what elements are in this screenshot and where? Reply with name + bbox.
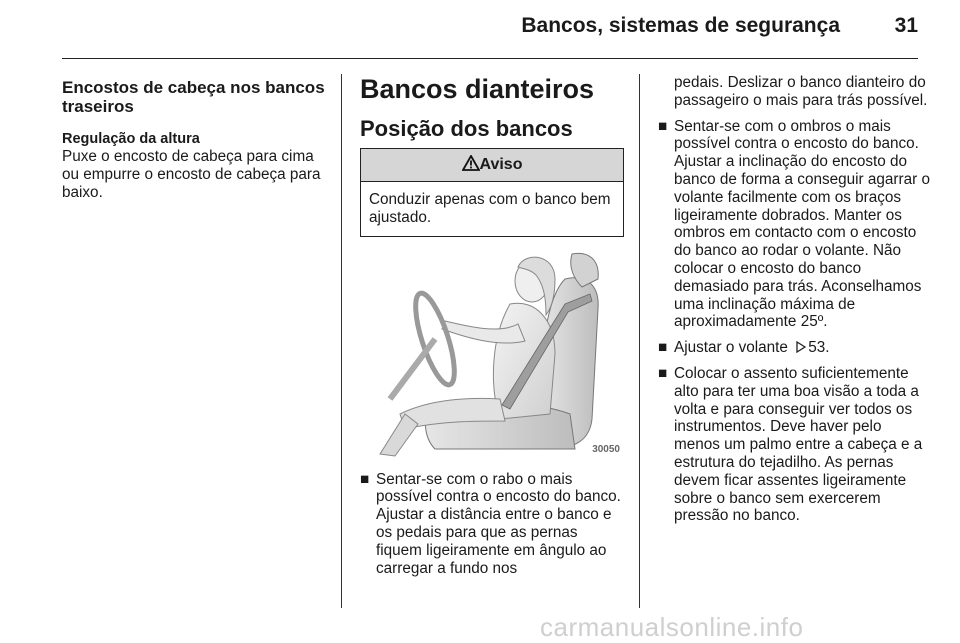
driver-seat-drawing xyxy=(360,249,622,457)
section-title: Bancos dianteiros xyxy=(360,74,595,104)
warning-box xyxy=(360,148,624,237)
column-1 xyxy=(62,74,332,201)
bullet-square-icon: ■ xyxy=(658,364,668,382)
list-item xyxy=(658,365,930,525)
bullet-square-icon: ■ xyxy=(658,339,668,357)
column-divider-1 xyxy=(341,74,342,608)
column-2 xyxy=(360,74,624,585)
warning-header xyxy=(361,149,623,182)
subheading-height-adjustment: Regulação da altura xyxy=(62,131,200,147)
list-item-text: Colocar o assento suficientemente alto para ter uma boa visão a toda a volta e para conseguir ver todos os instrumentos. Deve haver pelo menos um palmo entre a cabeça e a estrutura do tejadilho. As pernas devem ficar assentes ligeiramente sobre o banco sem exercerem pressão no banco. xyxy=(674,364,923,525)
page-number: 31 xyxy=(894,14,918,37)
warning-triangle-icon xyxy=(462,155,480,171)
column-divider-2 xyxy=(639,74,640,608)
seat-position-illustration xyxy=(360,249,622,457)
bullet-square-icon: ■ xyxy=(658,117,668,135)
continued-text: pedais. Deslizar o banco dianteiro do passageiro o mais para trás possível. xyxy=(674,74,928,109)
page-reference[interactable]: 53. xyxy=(808,339,830,357)
body-text: Puxe o encosto de cabeça para cima ou empurre o encosto de cabeça para baixo. xyxy=(62,148,321,201)
warning-text: Conduzir apenas com o banco bem ajustado. xyxy=(369,191,611,226)
subsection-title: Posição dos bancos xyxy=(360,116,573,141)
watermark: carmanualsonline.info xyxy=(540,612,804,642)
page-reference-icon xyxy=(796,341,806,353)
bullet-square-icon: ■ xyxy=(360,470,370,488)
list-item xyxy=(360,471,624,578)
section-heading-rear-headrests: Encostos de cabeça nos bancos traseiros xyxy=(62,78,325,116)
list-item xyxy=(658,339,930,357)
list-item-text: Sentar-se com o rabo o mais possível contra o encosto do banco. Ajustar a distância entre o banco e os pedais para que as pernas fiquem ligeiramente em ângulo ao carregar a fundo nos xyxy=(376,470,621,577)
instruction-list xyxy=(360,471,624,578)
instruction-list-continued xyxy=(658,118,930,526)
list-item-text: Sentar-se com o ombros o mais possível contra o encosto do banco. Ajustar a inclinação do encosto do banco de forma a conseguir agarrar o volante facilmente com os braços ligeiramente dobrados. Manter os ombros em contacto com o encosto do banco ao rodar o volante. Não colocar o encosto do banco demasiado para trás. Aconselhamos uma inclinação máxima de aproximadamente 25º. xyxy=(674,117,930,331)
list-item xyxy=(658,118,930,332)
figure-number: 30050 xyxy=(592,443,620,455)
warning-title: Aviso xyxy=(479,156,523,173)
list-item-text: Ajustar o volante xyxy=(674,339,788,357)
column-3 xyxy=(658,74,930,533)
header-divider xyxy=(62,58,918,59)
running-header-title: Bancos, sistemas de segurança xyxy=(521,14,840,37)
